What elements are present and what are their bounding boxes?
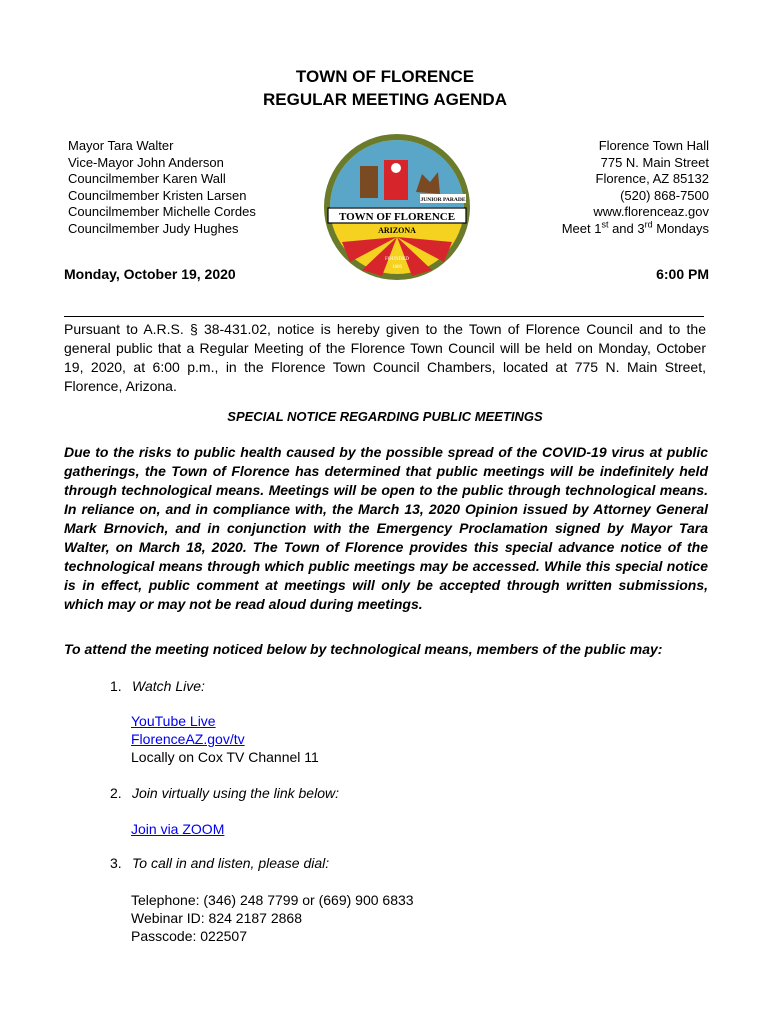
option-label: Watch Live: [132, 678, 205, 694]
florence-tv-link[interactable]: FlorenceAZ.gov/tv [131, 731, 245, 747]
contact-website: www.florenceaz.gov [593, 204, 709, 220]
council-member: Councilmember Kristen Larsen [68, 187, 247, 203]
town-seal-graphic [322, 132, 472, 282]
meeting-date: Monday, October 19, 2020 [64, 266, 236, 282]
meeting-schedule [562, 221, 709, 238]
council-member: Mayor Tara Walter [68, 138, 174, 153]
meeting-dateline [64, 266, 709, 282]
seal-building [360, 166, 378, 198]
schedule-mid: and 3 [608, 220, 645, 236]
option-number: 2. [110, 785, 122, 801]
option-call-in [110, 855, 329, 871]
contact-building: Florence Town Hall [598, 138, 709, 153]
option-label: Join virtually using the link below: [132, 785, 339, 801]
council-member: Councilmember Karen Wall [68, 171, 226, 187]
seal-year-text: 1866 [392, 265, 402, 270]
contact-street: 775 N. Main Street [600, 154, 709, 170]
intro-paragraph: Pursuant to A.R.S. § 38-431.02, notice is hereby given to the Town of Florence Council and to the general public that a Regular Meeting of the Florence Town Council will be held on Monday, October 19, 2020, at 6:00 p.m., in the Florence Town Council Chambers, located at 775 N. Main Street, Florence, Arizona. [64, 321, 706, 394]
page-title: TOWN OF FLORENCE [295, 67, 475, 86]
option-number: 3. [110, 855, 122, 871]
option-label: To call in and listen, please dial: [132, 855, 330, 871]
seal-founded-text: FOUNDED [385, 257, 409, 262]
town-seal [322, 132, 472, 282]
telephone-numbers: Telephone: (346) 248 7799 or (669) 900 6833 [131, 892, 414, 908]
meeting-time: 6:00 PM [656, 266, 709, 282]
seal-state-text: ARIZONA [378, 226, 416, 235]
zoom-link-block [131, 820, 224, 838]
dial-in-details [131, 891, 414, 945]
contact-phone: (520) 868-7500 [620, 187, 709, 203]
youtube-live-link[interactable]: YouTube Live [131, 713, 216, 729]
option-watch-live [110, 678, 205, 694]
contact-city: Florence, AZ 85132 [595, 171, 709, 187]
page-subtitle: REGULAR MEETING AGENDA [263, 90, 507, 109]
council-roster [68, 138, 256, 238]
special-notice-body: Due to the risks to public health caused by the possible spread of the COVID-19 virus at public gatherings, the Town of Florence has determined that public meetings will be indefinitely held through technological means. Meetings will be open to the public through technological means. In reliance on, and in compliance with, the March 13, 2020 Opinion issued by Attorney General Mark Brnovich, and in conjunction with the Emergency Proclamation signed by Mayor Tara Walter, on March 18, 2020. The Town of Florence provides this special advance notice of the technological means through which public meetings may be accessed. While this special notice is in effect, public comment at meetings will only be accepted through written submissions, which may or may not be read aloud during meetings. [64, 444, 708, 612]
attend-heading: To attend the meeting noticed below by technological means, members of the public may: [64, 641, 663, 657]
seal-parade-text: JUNIOR PARADE [420, 197, 466, 203]
schedule-ordinal-1: st [601, 219, 609, 230]
council-member: Councilmember Judy Hughes [68, 220, 239, 236]
option-join-virtually [110, 785, 339, 801]
schedule-suffix: Mondays [652, 220, 709, 236]
schedule-prefix: Meet 1 [561, 220, 602, 236]
council-member: Councilmember Michelle Cordes [68, 204, 256, 220]
cox-channel-text: Locally on Cox TV Channel 11 [131, 749, 319, 765]
schedule-ordinal-3: rd [644, 219, 653, 230]
option-number: 1. [110, 678, 122, 694]
divider [64, 316, 704, 317]
special-notice-heading: SPECIAL NOTICE REGARDING PUBLIC MEETINGS [227, 409, 543, 424]
webinar-id: Webinar ID: 824 2187 2868 [131, 910, 302, 926]
watch-live-links [131, 712, 319, 766]
council-member: Vice-Mayor John Anderson [68, 154, 224, 170]
seal-banner-text: TOWN OF FLORENCE [338, 211, 456, 223]
town-hall-contact [562, 138, 709, 238]
seal-clock [391, 163, 401, 173]
join-zoom-link[interactable]: Join via ZOOM [131, 821, 225, 837]
passcode: Passcode: 022507 [131, 928, 247, 944]
